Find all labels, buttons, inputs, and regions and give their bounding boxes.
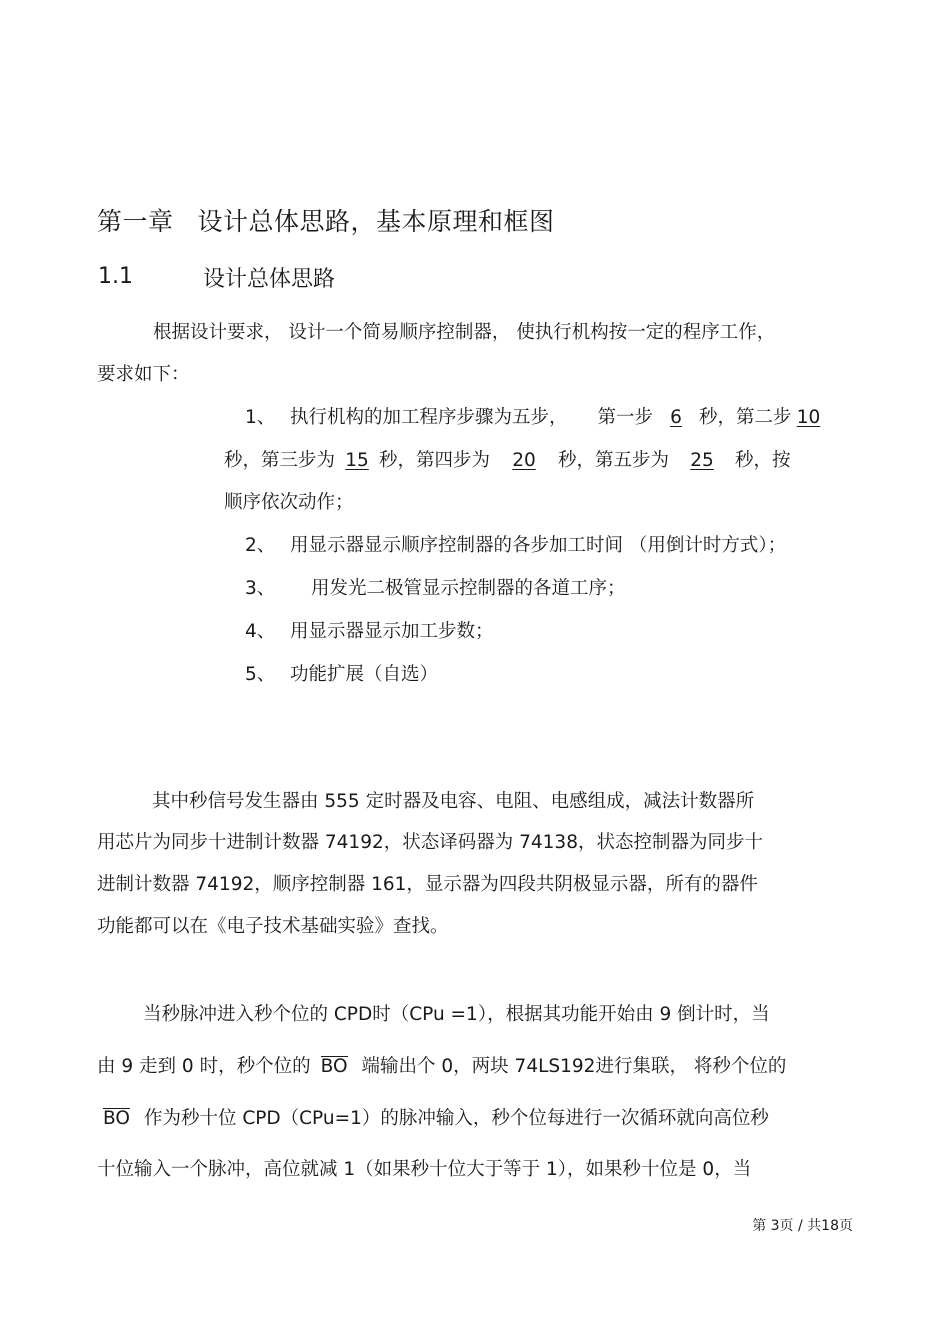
para3-line-3-text: 作为秒十位 CPD（CPu=1）的脉冲输入，秒个位每进行一次循环就向高位秒 [143, 1108, 769, 1129]
requirement-1-number: 1、 [245, 407, 276, 428]
step-2-seconds: 10 [796, 407, 821, 428]
requirement-1-line-1 [290, 403, 826, 429]
requirement-4-text: 用显示器显示加工步数； [290, 621, 494, 642]
para2-line-4: 功能都可以在《电子技术基础实验》查找。 [97, 916, 449, 937]
bo-signal-label: BO [320, 1056, 348, 1077]
para3-line-2-end: 端输出个 0，两块 74LS192进行集联， 将秒个位的 [361, 1056, 787, 1077]
chapter-heading [97, 202, 555, 238]
step-1-seconds: 6 [670, 407, 682, 428]
req1-text-a: 执行机构的加工程序步骤为五步， [290, 407, 568, 428]
req1-text-c: 秒，第二步 [699, 407, 792, 428]
requirement-5-text: 功能扩展（自选） [290, 664, 439, 685]
para3-line-4: 十位输入一个脉冲，高位就减 1（如果秒十位大于等于 1），如果秒十位是 0，当 [97, 1159, 752, 1180]
chapter-number: 第一章 [97, 207, 174, 236]
step-4-seconds: 20 [512, 450, 536, 471]
req1-text-e: 秒，第四步为 [379, 450, 491, 471]
section-title: 设计总体思路 [203, 267, 336, 292]
para2-line-3: 进制计数器 74192，顺序控制器 161，显示器为四段共阴极显示器，所有的器件 [97, 874, 758, 895]
bo-signal-label-2: BO [103, 1108, 130, 1129]
intro-line-1: 根据设计要求， 设计一个简易顺序控制器， 使执行机构按一定的程序工作， [153, 322, 776, 343]
requirement-4-number: 4、 [245, 621, 276, 642]
chapter-title: 设计总体思路，基本原理和框图 [197, 207, 555, 236]
section-number: 1.1 [98, 264, 133, 289]
req1-text-f: 秒，第五步为 [558, 450, 670, 471]
step-5-seconds: 25 [690, 450, 714, 471]
step-3-seconds: 15 [345, 450, 369, 471]
requirement-3-number: 3、 [245, 578, 276, 599]
requirement-5-number: 5、 [245, 664, 276, 685]
para3-line-1: 当秒脉冲进入秒个位的 CPD时（CPu =1），根据其功能开始由 9 倒计时，当 [143, 1004, 770, 1025]
req1-text-d: 秒，第三步为 [224, 450, 336, 471]
para3-line-3 [103, 1104, 769, 1130]
req1-text-g: 秒，按 [735, 450, 791, 471]
requirement-3-text: 用发光二极管显示控制器的各道工序； [311, 578, 626, 599]
page-footer: 第 3页 / 共18页 [752, 1218, 853, 1234]
para2-line-1: 其中秒信号发生器由 555 定时器及电容、电阻、电感组成，减法计数器所 [152, 791, 755, 812]
requirement-1-line-3: 顺序依次动作； [224, 492, 354, 513]
para2-line-2: 用芯片为同步十进制计数器 74192，状态译码器为 74138，状态控制器为同步十 [97, 832, 763, 853]
intro-line-2: 要求如下： [97, 364, 190, 385]
requirement-1-line-2 [224, 446, 791, 472]
req1-text-b: 第一步 [597, 407, 654, 428]
requirement-2-number: 2、 [245, 535, 276, 556]
para3-line-2-start: 由 9 走到 0 时，秒个位的 [97, 1056, 311, 1077]
para3-line-2 [97, 1052, 786, 1078]
requirement-2-text: 用显示器显示顺序控制器的各步加工时间 （用倒计时方式）； [290, 535, 787, 556]
